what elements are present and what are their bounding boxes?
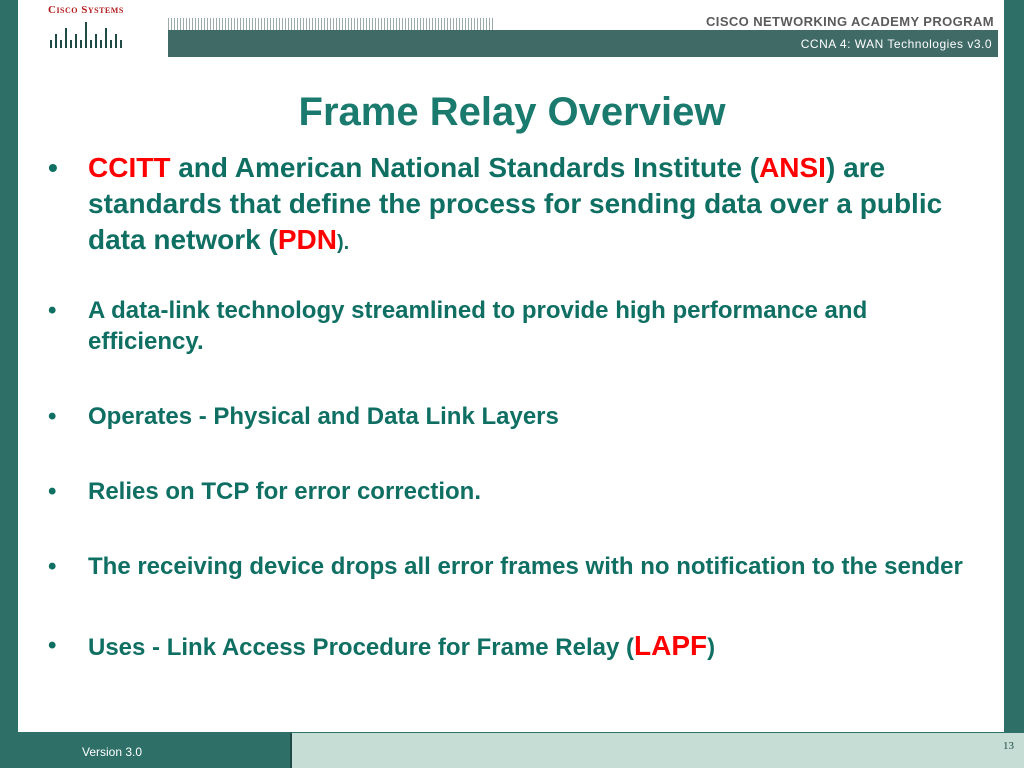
slide-title: Frame Relay Overview (298, 90, 726, 134)
cisco-bridge-icon (48, 20, 128, 50)
course-label: CCNA 4: WAN Technologies v3.0 (800, 37, 992, 51)
term-pdn: PDN (277, 224, 337, 255)
version-label: Version 3.0 (82, 745, 143, 759)
bullet-text-segment: ). (336, 232, 350, 254)
bullet-item (48, 150, 988, 261)
footer-left-panel (0, 733, 290, 768)
bullet-text: A data-link technology streamlined to provide high performance and efficiency. (88, 297, 868, 355)
cisco-logo (48, 4, 138, 50)
bullet-item (48, 551, 988, 582)
bullet-text-segment: ) are standards that define the process for sending data over a public data network ( (88, 152, 943, 255)
term-ccitt: CCITT (88, 152, 171, 183)
page-number: 13 (1003, 740, 1014, 752)
bullet-marker: • (48, 478, 57, 505)
footer-right-panel (290, 733, 1024, 768)
bullet-item (48, 295, 988, 357)
term-ansi: ANSI (759, 152, 826, 183)
bullet-item (48, 401, 988, 432)
bullet-text: The receiving device drops all error frames with no notification to the sender (88, 553, 963, 580)
bullet-item (48, 476, 988, 507)
bullet-list (48, 150, 988, 663)
bullet-text-segment: and American National Standards Institute ( (170, 152, 760, 183)
bullet-marker: • (48, 152, 58, 183)
bullet-marker: • (48, 553, 57, 580)
bullet-marker: • (48, 632, 57, 659)
bullet-text: Operates - Physical and Data Link Layers (88, 403, 559, 430)
bullet-text-segment: Uses - Link Access Procedure for Frame Relay ( (88, 634, 634, 661)
term-lapf: LAPF (634, 630, 708, 661)
bullet-text (88, 630, 716, 661)
bullet-text (88, 152, 942, 255)
bullet-marker: • (48, 297, 57, 324)
logo-wordmark: Cisco Systems (48, 4, 124, 16)
bullet-marker: • (48, 403, 57, 430)
bullet-item (48, 630, 988, 663)
bullet-text: Relies on TCP for error correction. (88, 478, 481, 505)
academy-label: CISCO NETWORKING ACADEMY PROGRAM (706, 14, 994, 29)
bullet-text-segment: ) (707, 634, 716, 661)
